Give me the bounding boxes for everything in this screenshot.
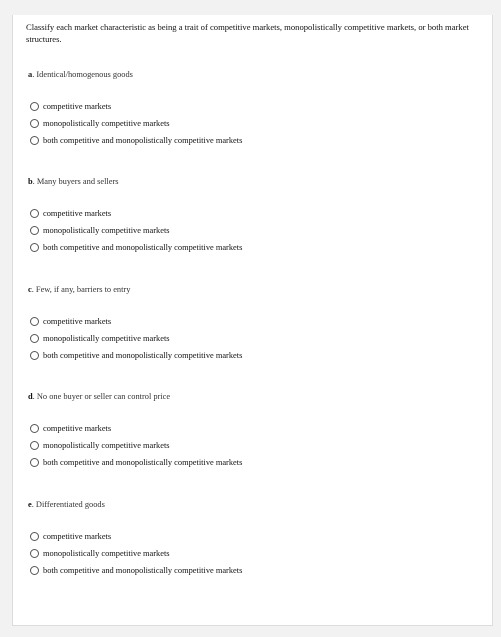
- question-text: . No one buyer or seller can control price: [32, 392, 171, 401]
- radio-button[interactable]: [30, 136, 39, 145]
- question-title: [28, 499, 478, 510]
- question-title: [28, 284, 478, 295]
- option-monopolistic[interactable]: [28, 222, 478, 239]
- question-letter: a: [28, 70, 33, 79]
- radio-button[interactable]: [30, 566, 39, 575]
- option-both[interactable]: [28, 132, 478, 149]
- question-letter: c: [28, 285, 32, 294]
- option-label: competitive markets: [43, 532, 112, 541]
- question-title: [28, 69, 478, 80]
- option-monopolistic[interactable]: [28, 330, 478, 347]
- option-label: monopolistically competitive markets: [43, 226, 170, 235]
- question-letter: b: [28, 177, 33, 186]
- option-label: monopolistically competitive markets: [43, 549, 170, 558]
- instructions-text: Classify each market characteristic as being a trait of competitive markets, monopolistically competitive markets, or both market structures.: [26, 22, 469, 44]
- question-letter: e: [28, 500, 32, 509]
- question-title: [28, 176, 478, 187]
- option-label: competitive markets: [43, 102, 112, 111]
- option-group: [28, 98, 478, 149]
- option-label: competitive markets: [43, 317, 112, 326]
- option-group: [28, 313, 478, 364]
- radio-button[interactable]: [30, 424, 39, 433]
- radio-button[interactable]: [30, 119, 39, 128]
- radio-button[interactable]: [30, 458, 39, 467]
- option-monopolistic[interactable]: [28, 545, 478, 562]
- radio-button[interactable]: [30, 441, 39, 450]
- option-label: monopolistically competitive markets: [43, 334, 170, 343]
- option-competitive[interactable]: [28, 98, 478, 115]
- question-e: [28, 499, 478, 579]
- radio-button[interactable]: [30, 209, 39, 218]
- option-label: both competitive and monopolistically competitive markets: [43, 351, 243, 360]
- option-both[interactable]: [28, 347, 478, 364]
- option-label: both competitive and monopolistically competitive markets: [43, 566, 243, 575]
- question-text: . Few, if any, barriers to entry: [31, 285, 131, 294]
- option-group: [28, 420, 478, 471]
- question-panel: [12, 15, 493, 626]
- option-competitive[interactable]: [28, 313, 478, 330]
- radio-button[interactable]: [30, 317, 39, 326]
- option-label: monopolistically competitive markets: [43, 441, 170, 450]
- question-d: [28, 391, 478, 471]
- question-c: [28, 284, 478, 364]
- option-monopolistic[interactable]: [28, 115, 478, 132]
- radio-button[interactable]: [30, 351, 39, 360]
- option-monopolistic[interactable]: [28, 437, 478, 454]
- option-label: both competitive and monopolistically competitive markets: [43, 136, 243, 145]
- option-label: both competitive and monopolistically competitive markets: [43, 458, 243, 467]
- option-competitive[interactable]: [28, 205, 478, 222]
- question-text: . Many buyers and sellers: [32, 177, 119, 186]
- option-competitive[interactable]: [28, 420, 478, 437]
- question-text: . Differentiated goods: [31, 500, 105, 509]
- option-both[interactable]: [28, 454, 478, 471]
- option-group: [28, 528, 478, 579]
- question-b: [28, 176, 478, 256]
- option-label: competitive markets: [43, 209, 112, 218]
- option-label: monopolistically competitive markets: [43, 119, 170, 128]
- option-both[interactable]: [28, 562, 478, 579]
- option-label: both competitive and monopolistically competitive markets: [43, 243, 243, 252]
- radio-button[interactable]: [30, 334, 39, 343]
- option-group: [28, 205, 478, 256]
- question-letter: d: [28, 392, 33, 401]
- option-label: competitive markets: [43, 424, 112, 433]
- option-competitive[interactable]: [28, 528, 478, 545]
- radio-button[interactable]: [30, 226, 39, 235]
- question-text: . Identical/homogenous goods: [32, 70, 133, 79]
- radio-button[interactable]: [30, 532, 39, 541]
- radio-button[interactable]: [30, 243, 39, 252]
- radio-button[interactable]: [30, 102, 39, 111]
- radio-button[interactable]: [30, 549, 39, 558]
- question-a: [28, 69, 478, 149]
- option-both[interactable]: [28, 239, 478, 256]
- question-title: [28, 391, 478, 402]
